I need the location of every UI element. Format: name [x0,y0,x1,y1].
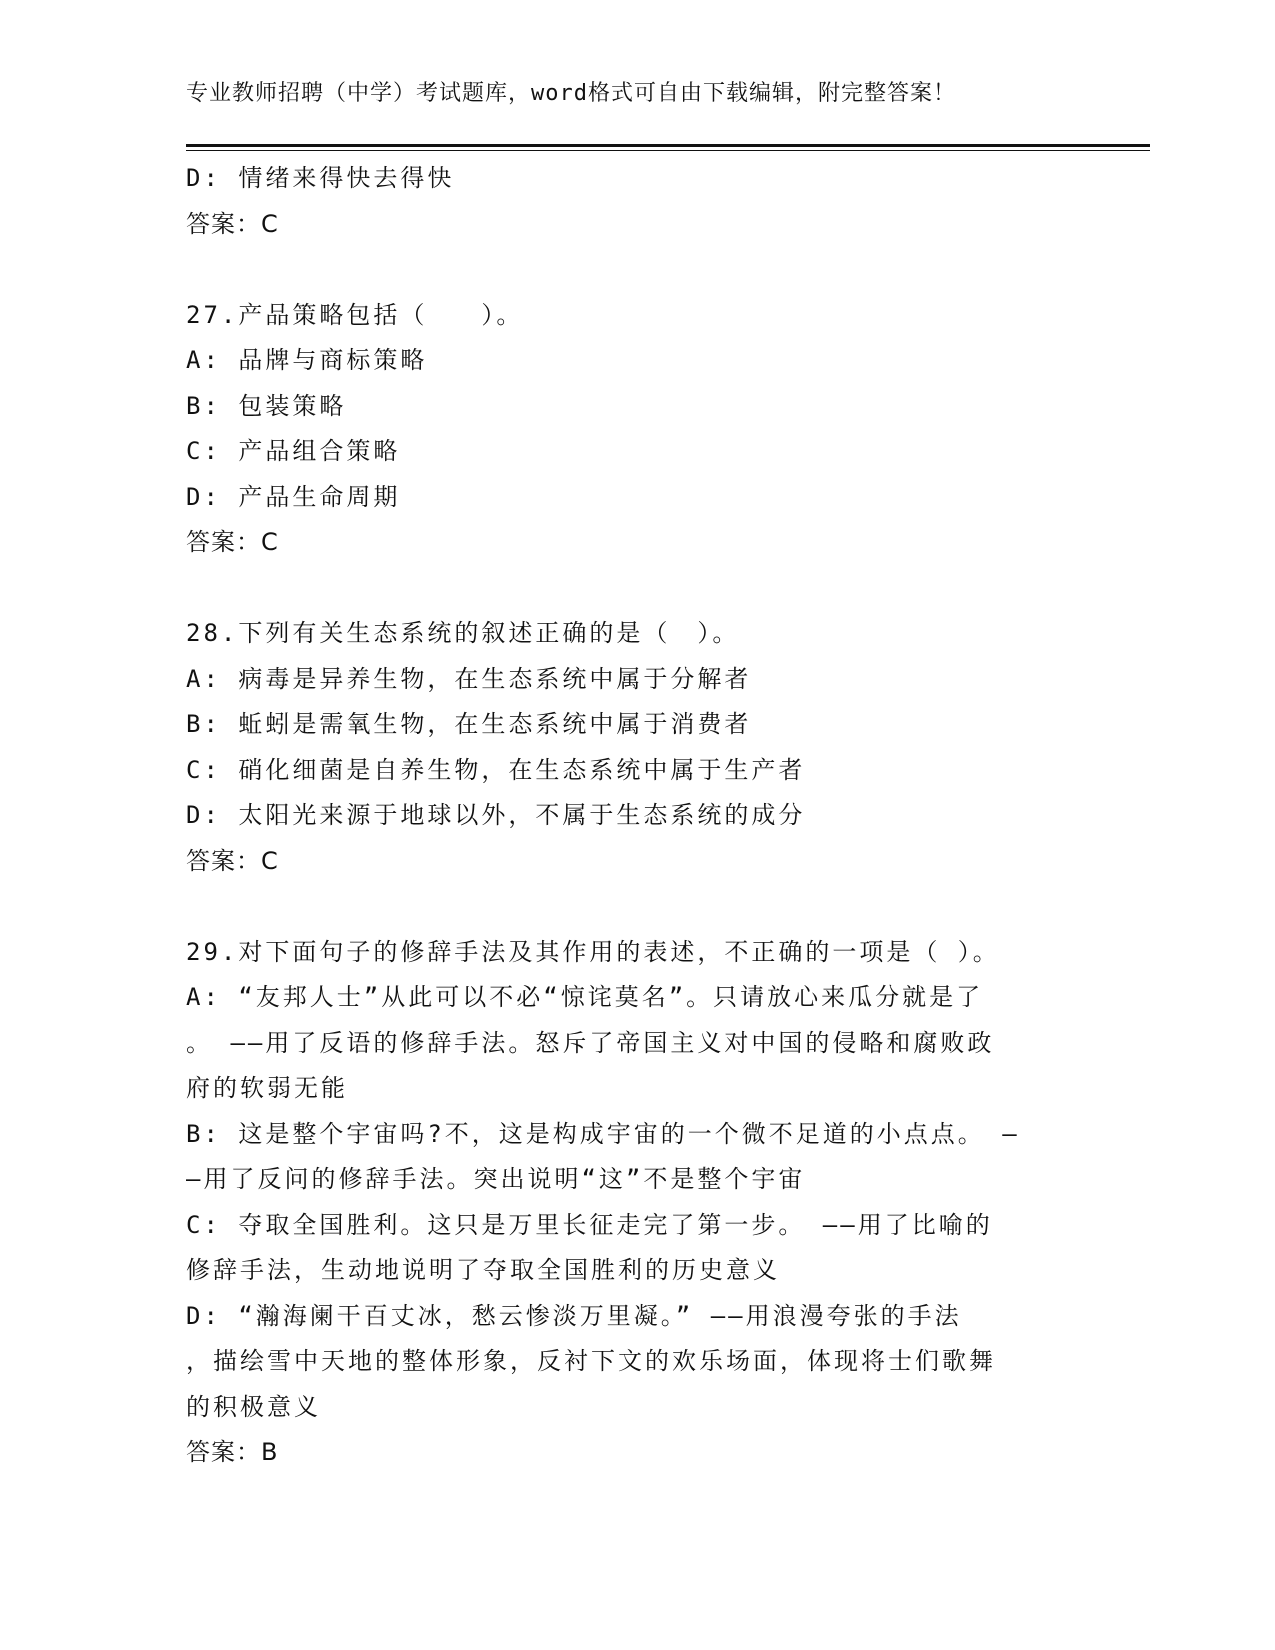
question-29 [186,930,1086,1476]
answer: 答案：C [186,209,279,238]
option-b: B: 蚯蚓是需氧生物，在生态系统中属于消费者 [186,710,752,738]
spacer [186,247,1086,293]
option-line: D: “瀚海阑干百丈冰，愁云惨淡万里凝。” ——用浪漫夸张的手法 [186,1301,962,1330]
option-line: C: 夺取全国胜利。这只是万里长征走完了第一步。 ——用了比喻的 [186,1210,993,1239]
option-d: D: 情绪来得快去得快 [186,164,455,192]
question-28 [186,611,1086,884]
exam-content [186,156,1086,1476]
option-line: 修辞手法，生动地说明了夺取全国胜利的历史意义 [186,1256,780,1284]
option-line: B: 这是整个宇宙吗?不，这是构成宇宙的一个微不足道的小点点。 — [186,1119,1020,1148]
option-line: ，描绘雪中天地的整体形象，反衬下文的欢乐场面，体现将士们歌舞 [186,1347,996,1375]
option-c: C: 产品组合策略 [186,437,401,465]
spacer [186,566,1086,612]
answer: 答案：B [186,1438,279,1466]
option-line: —用了反问的修辞手法。突出说明“这”不是整个宇宙 [186,1165,806,1193]
option-line: 的积极意义 [186,1392,321,1421]
question-stem: 28.下列有关生态系统的叙述正确的是（ ）。 [186,619,740,647]
spacer [186,884,1086,930]
option-d: D: 产品生命周期 [186,482,401,511]
question-stem: 29.对下面句子的修辞手法及其作用的表述，不正确的一项是（ ）。 [186,937,1000,966]
option-c: C: 硝化细菌是自养生物，在生态系统中属于生产者 [186,755,806,784]
answer: 答案：C [186,528,279,556]
option-b: B: 包装策略 [186,391,347,420]
option-line: 。 ——用了反语的修辞手法。怒斥了帝国主义对中国的侵略和腐败政 [186,1028,995,1057]
question-stem: 27.产品策略包括（ ）。 [186,300,524,329]
option-a: A: 品牌与商标策略 [186,346,428,374]
option-line: A: “友邦人士”从此可以不必“惊诧莫名”。只请放心来瓜分就是了 [186,983,984,1011]
page-header: 专业教师招聘（中学）考试题库，word格式可自由下载编辑，附完整答案！ [186,81,956,106]
option-line: 府的软弱无能 [186,1074,348,1102]
header-rule-thick [186,144,1150,147]
option-d: D: 太阳光来源于地球以外，不属于生态系统的成分 [186,801,806,829]
option-a: A: 病毒是异养生物，在生态系统中属于分解者 [186,664,752,693]
question-27 [186,293,1086,566]
header-rule-thin [186,150,1150,151]
answer: 答案：C [186,846,279,875]
